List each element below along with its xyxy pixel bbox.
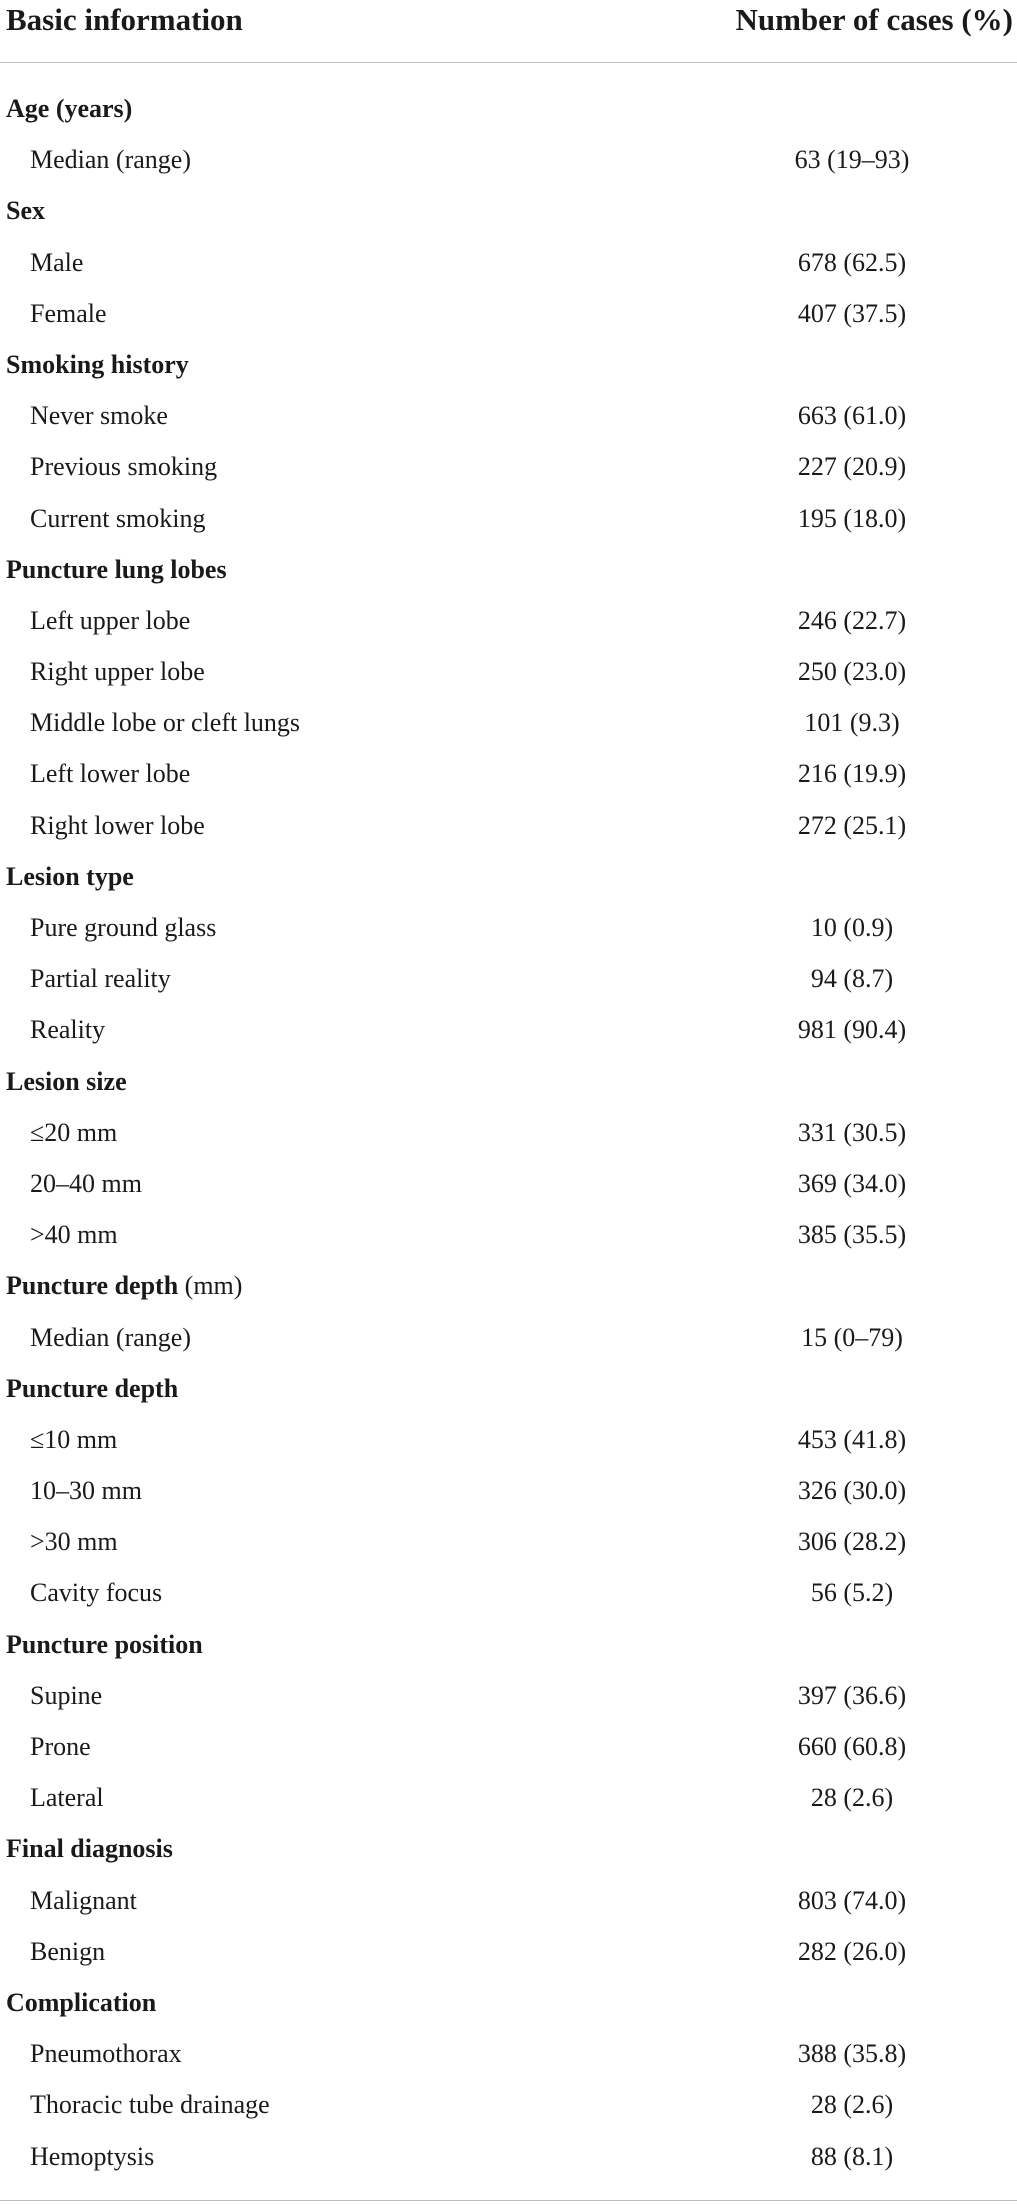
row-value: 397 (36.6) — [797, 1680, 907, 1710]
label-text: 20–40 mm — [30, 1168, 142, 1198]
table-row — [0, 2079, 1017, 2130]
row-label — [30, 748, 190, 799]
section-label — [6, 185, 45, 236]
table-section-row — [0, 1363, 1017, 1414]
row-label — [30, 1004, 105, 1055]
table-row — [0, 1875, 1017, 1926]
section-label — [6, 1619, 203, 1670]
table-row — [0, 1209, 1017, 1260]
table-row — [0, 441, 1017, 492]
row-value: 10 (0.9) — [810, 913, 894, 942]
row-label — [30, 493, 206, 544]
row-label — [30, 1567, 162, 1618]
header-number-of-cases: Number of cases (%) — [735, 2, 1013, 37]
row-label — [30, 2028, 182, 2079]
table-row — [0, 1516, 1017, 1567]
row-value: 678 (62.5) — [797, 247, 907, 277]
row-value: 326 (30.0) — [797, 1476, 907, 1506]
row-label — [30, 1670, 102, 1721]
label-text: Middle lobe or cleft lungs — [30, 708, 301, 738]
table-section-row — [0, 339, 1017, 390]
row-value: 250 (23.0) — [797, 657, 907, 687]
label-text: Benign — [30, 1936, 106, 1966]
table-row — [0, 1312, 1017, 1363]
row-value: 385 (35.5) — [797, 1220, 907, 1250]
row-value: 28 (2.6) — [810, 2090, 894, 2120]
row-value: 216 (19.9) — [797, 759, 907, 789]
label-text: Previous smoking — [30, 452, 218, 482]
table-row — [0, 1158, 1017, 1209]
section-label — [6, 1260, 242, 1311]
header-basic-information: Basic information — [6, 2, 243, 37]
table-row — [0, 1465, 1017, 1516]
row-value: 28 (2.6) — [810, 1783, 894, 1813]
section-label — [6, 83, 132, 134]
label-text: Smoking history — [6, 349, 189, 379]
table-row — [0, 237, 1017, 288]
label-text: Age (years) — [6, 94, 133, 123]
label-text: Puncture position — [6, 1629, 203, 1659]
label-text: Right lower lobe — [30, 810, 205, 840]
row-value: 15 (0–79) — [801, 1322, 903, 1352]
table-section-row — [0, 1056, 1017, 1107]
row-label — [30, 1312, 191, 1363]
row-value: 453 (41.8) — [797, 1424, 907, 1454]
label-text: Right upper lobe — [30, 657, 205, 687]
section-label — [6, 1056, 127, 1107]
section-label — [6, 851, 134, 902]
row-value: 331 (30.5) — [797, 1117, 907, 1147]
row-value: 282 (26.0) — [797, 1936, 907, 1966]
row-label — [30, 953, 171, 1004]
row-label — [30, 1465, 142, 1516]
table-row — [0, 1567, 1017, 1618]
label-text: ≤20 mm — [30, 1117, 118, 1147]
label-text: Partial reality — [30, 964, 171, 994]
label-text: Final diagnosis — [6, 1834, 173, 1864]
row-label — [30, 288, 107, 339]
label-text: Cavity focus — [30, 1578, 163, 1608]
row-label — [30, 390, 168, 441]
row-value: 369 (34.0) — [797, 1168, 907, 1198]
row-value: 407 (37.5) — [797, 298, 907, 328]
table-row — [0, 646, 1017, 697]
row-label — [30, 134, 191, 185]
label-text: 10–30 mm — [30, 1476, 142, 1506]
label-text: Median (range) — [30, 145, 191, 175]
row-label — [30, 1772, 104, 1823]
table-row — [0, 902, 1017, 953]
table-row — [0, 493, 1017, 544]
label-text: Left lower lobe — [30, 759, 191, 789]
section-label — [6, 1977, 156, 2028]
table-section-row — [0, 1823, 1017, 1874]
table-row — [0, 1004, 1017, 1055]
row-value: 803 (74.0) — [797, 1885, 907, 1915]
label-text: Hemoptysis — [30, 2141, 155, 2171]
section-label — [6, 1823, 173, 1874]
table-section-row — [0, 851, 1017, 902]
label-unit: (mm) — [178, 1271, 243, 1301]
table-row — [0, 2131, 1017, 2182]
label-text: ≤10 mm — [30, 1424, 118, 1454]
table-row — [0, 953, 1017, 1004]
table-row — [0, 1772, 1017, 1823]
row-value: 981 (90.4) — [797, 1015, 907, 1045]
table-row — [0, 134, 1017, 185]
header-divider — [0, 62, 1017, 63]
row-value: 195 (18.0) — [797, 503, 907, 533]
table-row — [0, 1670, 1017, 1721]
row-label — [30, 1721, 91, 1772]
table-row — [0, 800, 1017, 851]
row-label — [30, 1875, 137, 1926]
table-row — [0, 1414, 1017, 1465]
table-header — [0, 0, 1017, 62]
label-text: Puncture depth — [6, 1373, 179, 1403]
row-label — [30, 2079, 270, 2130]
label-text: Never smoke — [30, 401, 168, 431]
label-text: Lesion size — [6, 1066, 127, 1096]
label-text: Complication — [6, 1987, 157, 2017]
row-value: 246 (22.7) — [797, 605, 907, 635]
table-section-row — [0, 544, 1017, 595]
table-row — [0, 2028, 1017, 2079]
section-label — [6, 1363, 178, 1414]
table-row — [0, 1926, 1017, 1977]
label-text: Lateral — [30, 1783, 104, 1813]
table-row — [0, 595, 1017, 646]
row-value: 272 (25.1) — [797, 810, 907, 840]
label-text: Current smoking — [30, 503, 206, 533]
label-text: Pure ground glass — [30, 913, 217, 942]
table-section-row — [0, 83, 1017, 134]
table-body — [0, 83, 1017, 2182]
label-text: Prone — [30, 1732, 91, 1761]
row-value: 306 (28.2) — [797, 1527, 907, 1557]
label-text: Supine — [30, 1680, 103, 1710]
row-value: 56 (5.2) — [810, 1578, 894, 1608]
table-row — [0, 748, 1017, 799]
row-label — [30, 646, 205, 697]
row-value: 663 (61.0) — [797, 401, 907, 431]
section-label — [6, 544, 227, 595]
table-section-row — [0, 1977, 1017, 2028]
table-section-row — [0, 1260, 1017, 1311]
label-text: Malignant — [30, 1885, 137, 1915]
row-label — [30, 1209, 118, 1260]
row-label — [30, 1926, 105, 1977]
row-value: 227 (20.9) — [797, 452, 907, 482]
label-text: Female — [30, 298, 107, 328]
label-text: Thoracic tube drainage — [30, 2090, 270, 2120]
row-label — [30, 1516, 118, 1567]
label-text: Left upper lobe — [30, 605, 191, 635]
row-value: 94 (8.7) — [810, 964, 894, 994]
table-row — [0, 1107, 1017, 1158]
table-row — [0, 1721, 1017, 1772]
label-text: Pneumothorax — [30, 2039, 182, 2069]
section-label — [6, 339, 189, 390]
row-label — [30, 2131, 154, 2182]
table-row — [0, 697, 1017, 748]
label-text: Puncture depth — [6, 1271, 179, 1301]
row-label — [30, 595, 190, 646]
row-label — [30, 237, 83, 288]
label-text: >30 mm — [30, 1527, 118, 1557]
row-value: 88 (8.1) — [810, 2141, 894, 2171]
label-text: Puncture lung lobes — [6, 554, 227, 584]
label-text: Sex — [6, 196, 45, 226]
table-bottom-divider — [0, 2200, 1017, 2201]
label-text: >40 mm — [30, 1220, 118, 1250]
table-row — [0, 288, 1017, 339]
table-section-row — [0, 185, 1017, 236]
row-label — [30, 1414, 117, 1465]
row-label — [30, 800, 205, 851]
row-label — [30, 441, 217, 492]
table-row — [0, 390, 1017, 441]
table-section-row — [0, 1619, 1017, 1670]
row-value: 388 (35.8) — [797, 2039, 907, 2069]
label-text: Lesion type — [6, 861, 134, 891]
row-label — [30, 1158, 142, 1209]
label-text: Male — [30, 247, 84, 277]
row-value: 660 (60.8) — [797, 1732, 907, 1761]
row-label — [30, 697, 300, 748]
row-label — [30, 902, 216, 953]
row-label — [30, 1107, 117, 1158]
row-value: 63 (19–93) — [794, 145, 910, 175]
label-text: Reality — [30, 1015, 106, 1045]
label-text: Median (range) — [30, 1322, 191, 1352]
row-value: 101 (9.3) — [804, 708, 900, 738]
